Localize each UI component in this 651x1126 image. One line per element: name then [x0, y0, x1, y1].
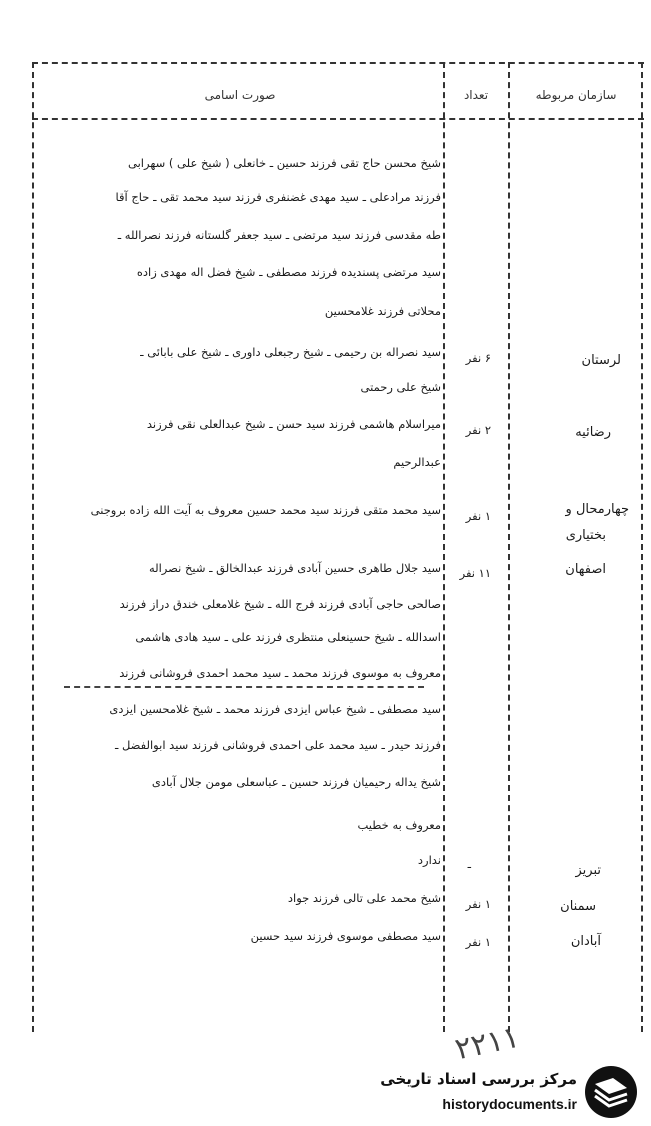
count-cell: ۱ نفر: [465, 509, 491, 523]
name-line: سید نصراله بن رحیمی ـ شیخ رجبعلی داوری ـ شیخ علی بابائی ـ: [140, 345, 441, 359]
name-line: سید مرتضی پسندیده فرزند مصطفی ـ شیخ فضل اله مهدی زاده: [136, 265, 441, 279]
name-line: شیخ محسن حاج تقی فرزند حسین ـ خانعلی ( شیخ علی ) سهرابی: [128, 156, 441, 170]
logo-title: مرکز بررسی اسناد تاریخی: [380, 1070, 577, 1088]
header-bottom-border: [32, 118, 644, 120]
header-count: تعداد: [463, 88, 489, 102]
name-line: فرزند حیدر ـ سید محمد علی احمدی فروشانی فرزند سید ابوالفضل ـ: [114, 738, 441, 752]
name-line: محلاتی فرزند غلامحسین: [324, 304, 441, 318]
name-line: اسدالله ـ شیخ حسینعلی منتظری فرزند علی ـ سید هادی هاشمی: [135, 630, 441, 644]
name-line: سید جلال طاهری حسین آبادی فرزند عبدالخالق ـ شیخ نصراله: [148, 561, 441, 575]
region-cell: لرستان: [581, 353, 621, 368]
name-line: میراسلام هاشمی فرزند سید حسن ـ شیخ عبدالعلی نقی فرزند: [146, 417, 441, 431]
left-border: [32, 62, 34, 1032]
region-column-divider: [508, 62, 510, 1032]
region-cell: چهارمحال و: [565, 502, 629, 517]
count-column-divider: [443, 62, 445, 1032]
name-line: معروف به موسوی فرزند محمد ـ سید محمد احمدی فروشانی فرزند: [119, 666, 441, 680]
count-cell: ۱۱ نفر: [459, 566, 491, 580]
name-line: عبدالرحیم: [393, 455, 441, 469]
right-border: [641, 62, 643, 1032]
header-region: سازمان مربوطه: [535, 88, 617, 102]
name-line: فرزند مرادعلی ـ سید مهدی غضنفری فرزند سید محمد تقی ـ حاج آقا: [115, 190, 441, 204]
name-line: طه مقدسی فرزند سید مرتضی ـ سید جعفر گلستانه فرزند نصرالله ـ: [117, 228, 441, 242]
region-cell: آبادان: [570, 934, 601, 949]
name-line: شیخ یداله رحیمیان فرزند حسین ـ عباسعلی مومن جلال آبادی: [151, 775, 441, 789]
archive-logo: [355, 1060, 645, 1122]
header-names: صورت اسامی: [204, 88, 276, 102]
top-border: [32, 62, 644, 64]
name-line: سید محمد متقی فرزند سید محمد حسین معروف به آیت الله زاده بروجنی: [90, 503, 441, 517]
pen-underline: [64, 686, 424, 688]
region-cell: تبریز: [575, 863, 601, 878]
region-cell: اصفهان: [565, 562, 606, 577]
name-line: شیخ علی رحمتی: [360, 380, 441, 394]
archive-book-icon: [583, 1064, 639, 1120]
name-line: صالحی حاجی آبادی فرزند فرج الله ـ شیخ غلامعلی خندق دراز فرزند: [119, 597, 441, 611]
count-cell: ۲ نفر: [465, 423, 491, 437]
name-line: سید مصطفی موسوی فرزند سید حسین: [250, 929, 441, 943]
region-cell: بختیاری: [565, 528, 606, 543]
name-line: شیخ محمد علی تالی فرزند جواد: [287, 891, 441, 905]
handwritten-page-number: ۲۲۱۱: [452, 1019, 523, 1068]
name-line: ندارد: [417, 853, 441, 867]
count-cell: ۶ نفر: [465, 351, 491, 365]
name-line: سید مصطفی ـ شیخ عباس ایزدی فرزند محمد ـ شیخ غلامحسین ایزدی: [109, 702, 441, 716]
region-cell: رضائیه: [575, 425, 611, 440]
name-line: معروف به خطیب: [357, 818, 441, 832]
count-cell: ۱ نفر: [465, 935, 491, 949]
count-cell: ۱ نفر: [465, 897, 491, 911]
region-cell: سمنان: [560, 899, 596, 914]
logo-url: historydocuments.ir: [442, 1096, 577, 1112]
count-cell: ـ: [467, 857, 471, 871]
